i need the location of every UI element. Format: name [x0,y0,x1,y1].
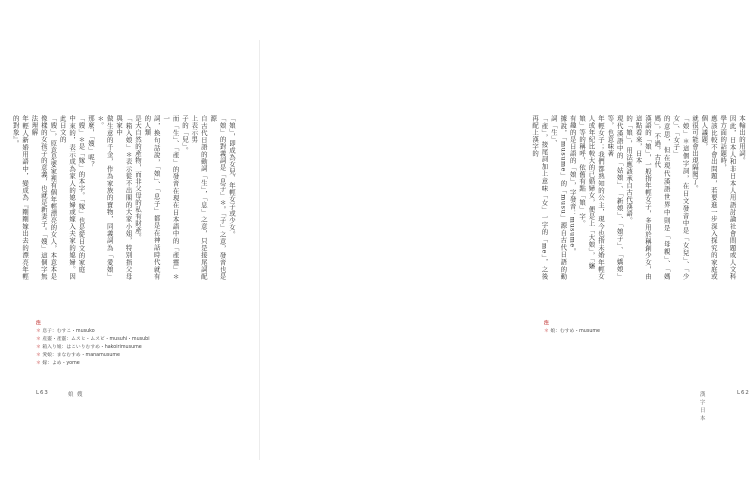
right-page-footnotes [544,320,754,336]
page-number: L62 [737,390,750,396]
footnote-item: ＊ 息子：むすこ・musuko [36,329,95,334]
footnote-item: ＊ 箱入り娘：はこいりむすめ・hakoirimusume [36,345,142,350]
left-page-body-text: 「娘」，即成為女兒、年輕女子或少女。 「娘」的對義詞是「息子」＊。「子」之意，發音也是源 自古代日語的動詞「生」，「息」之意，只是接尾詞配上表示男 子的「兒」。 而「生」、「產」的發音在現在日本語中的「產靈」＊一 詞，換句話說，「娘」、「息子」都是在神話時代就有的人類 是大自然的產物，而非父母的私有財產。 「箱入娘」＊表示從不出閣的大家小姐，特別指父母與家中 做生意的千金，作為家族的寶物，同義詞為「愛娘」＊。 那麼，「嫂」呢？ 「嫂」＊是「嫁」的本字。「嫁」也是從日文的家庭 中來的，表示成為家人的媳婦或嫁入夫家的媳婦。因此日文的 「嫂」，原意是要家裡有個年輕漂亮的女人，本意本是像樣的女孩子的意義，也就是新妻子。「嫂」這個字無法理解 年輕人新婚用語中，變成為『剛剛嫁出去的漂亮年輕的對象』。 [11,115,236,280]
running-title: 漢 字 日 本 [700,392,707,422]
right-page-body-text: 本輸出的用詞。 因此，日本人和非日本人用語討論社會問題或人文科學方面的話題時， 應該比較不會出問題，若要進一步深入探究的家庭或個人議題， 就很可能會出現隔閡了。 「娘」＊這個字詞，在日文發音中是「女兒」、「少女」、「女子」 的意思，但在現代漢語世界中則是「母親」、「媽媽」，不過，古代 漢語的「娘」，一般指年輕女子，多用於稱創少女，由這點看來，日本 的「娘」，用法應該承自古代漢語。 現代漢語中的「姑娘」、「新娘」、「娘子」、「嬌娘」等，也意味著 年輕女子；我們都熟知的公主，現今也指未婚年輕女人或年紀比較大的已婚婦女，便是上「大娘」，「嬸 娘」等的稱呼，依舊有點「娘」字。 有趣的是日語的「娘」，字發音：musume。 據說，「musume」的「musu」源自古代日語的動詞「生」、 「產」，接尾詞加上意味「女」一字的「me」，之後再配上漢字的 [531,115,746,280]
right-page [260,0,750,500]
footnote-label: 注 [36,321,41,326]
footnote-item: ＊ 愛娘：まなむすめ・manamusume [36,353,120,358]
footnote-item: ＊ 産靈・產靈：ムスヒ・ムスビ・musuhi・musubi [36,337,150,342]
footnote-label: 注 [544,321,549,326]
page-number: L63 [36,390,49,396]
footnote-item: ＊ 嫁：よめ・yome [36,361,80,366]
left-page-footnotes [36,320,246,368]
running-title: 娘 嫂 [68,392,84,398]
left-page [0,0,260,500]
footnote-item: ＊ 娘：むすめ・musume [544,329,601,334]
